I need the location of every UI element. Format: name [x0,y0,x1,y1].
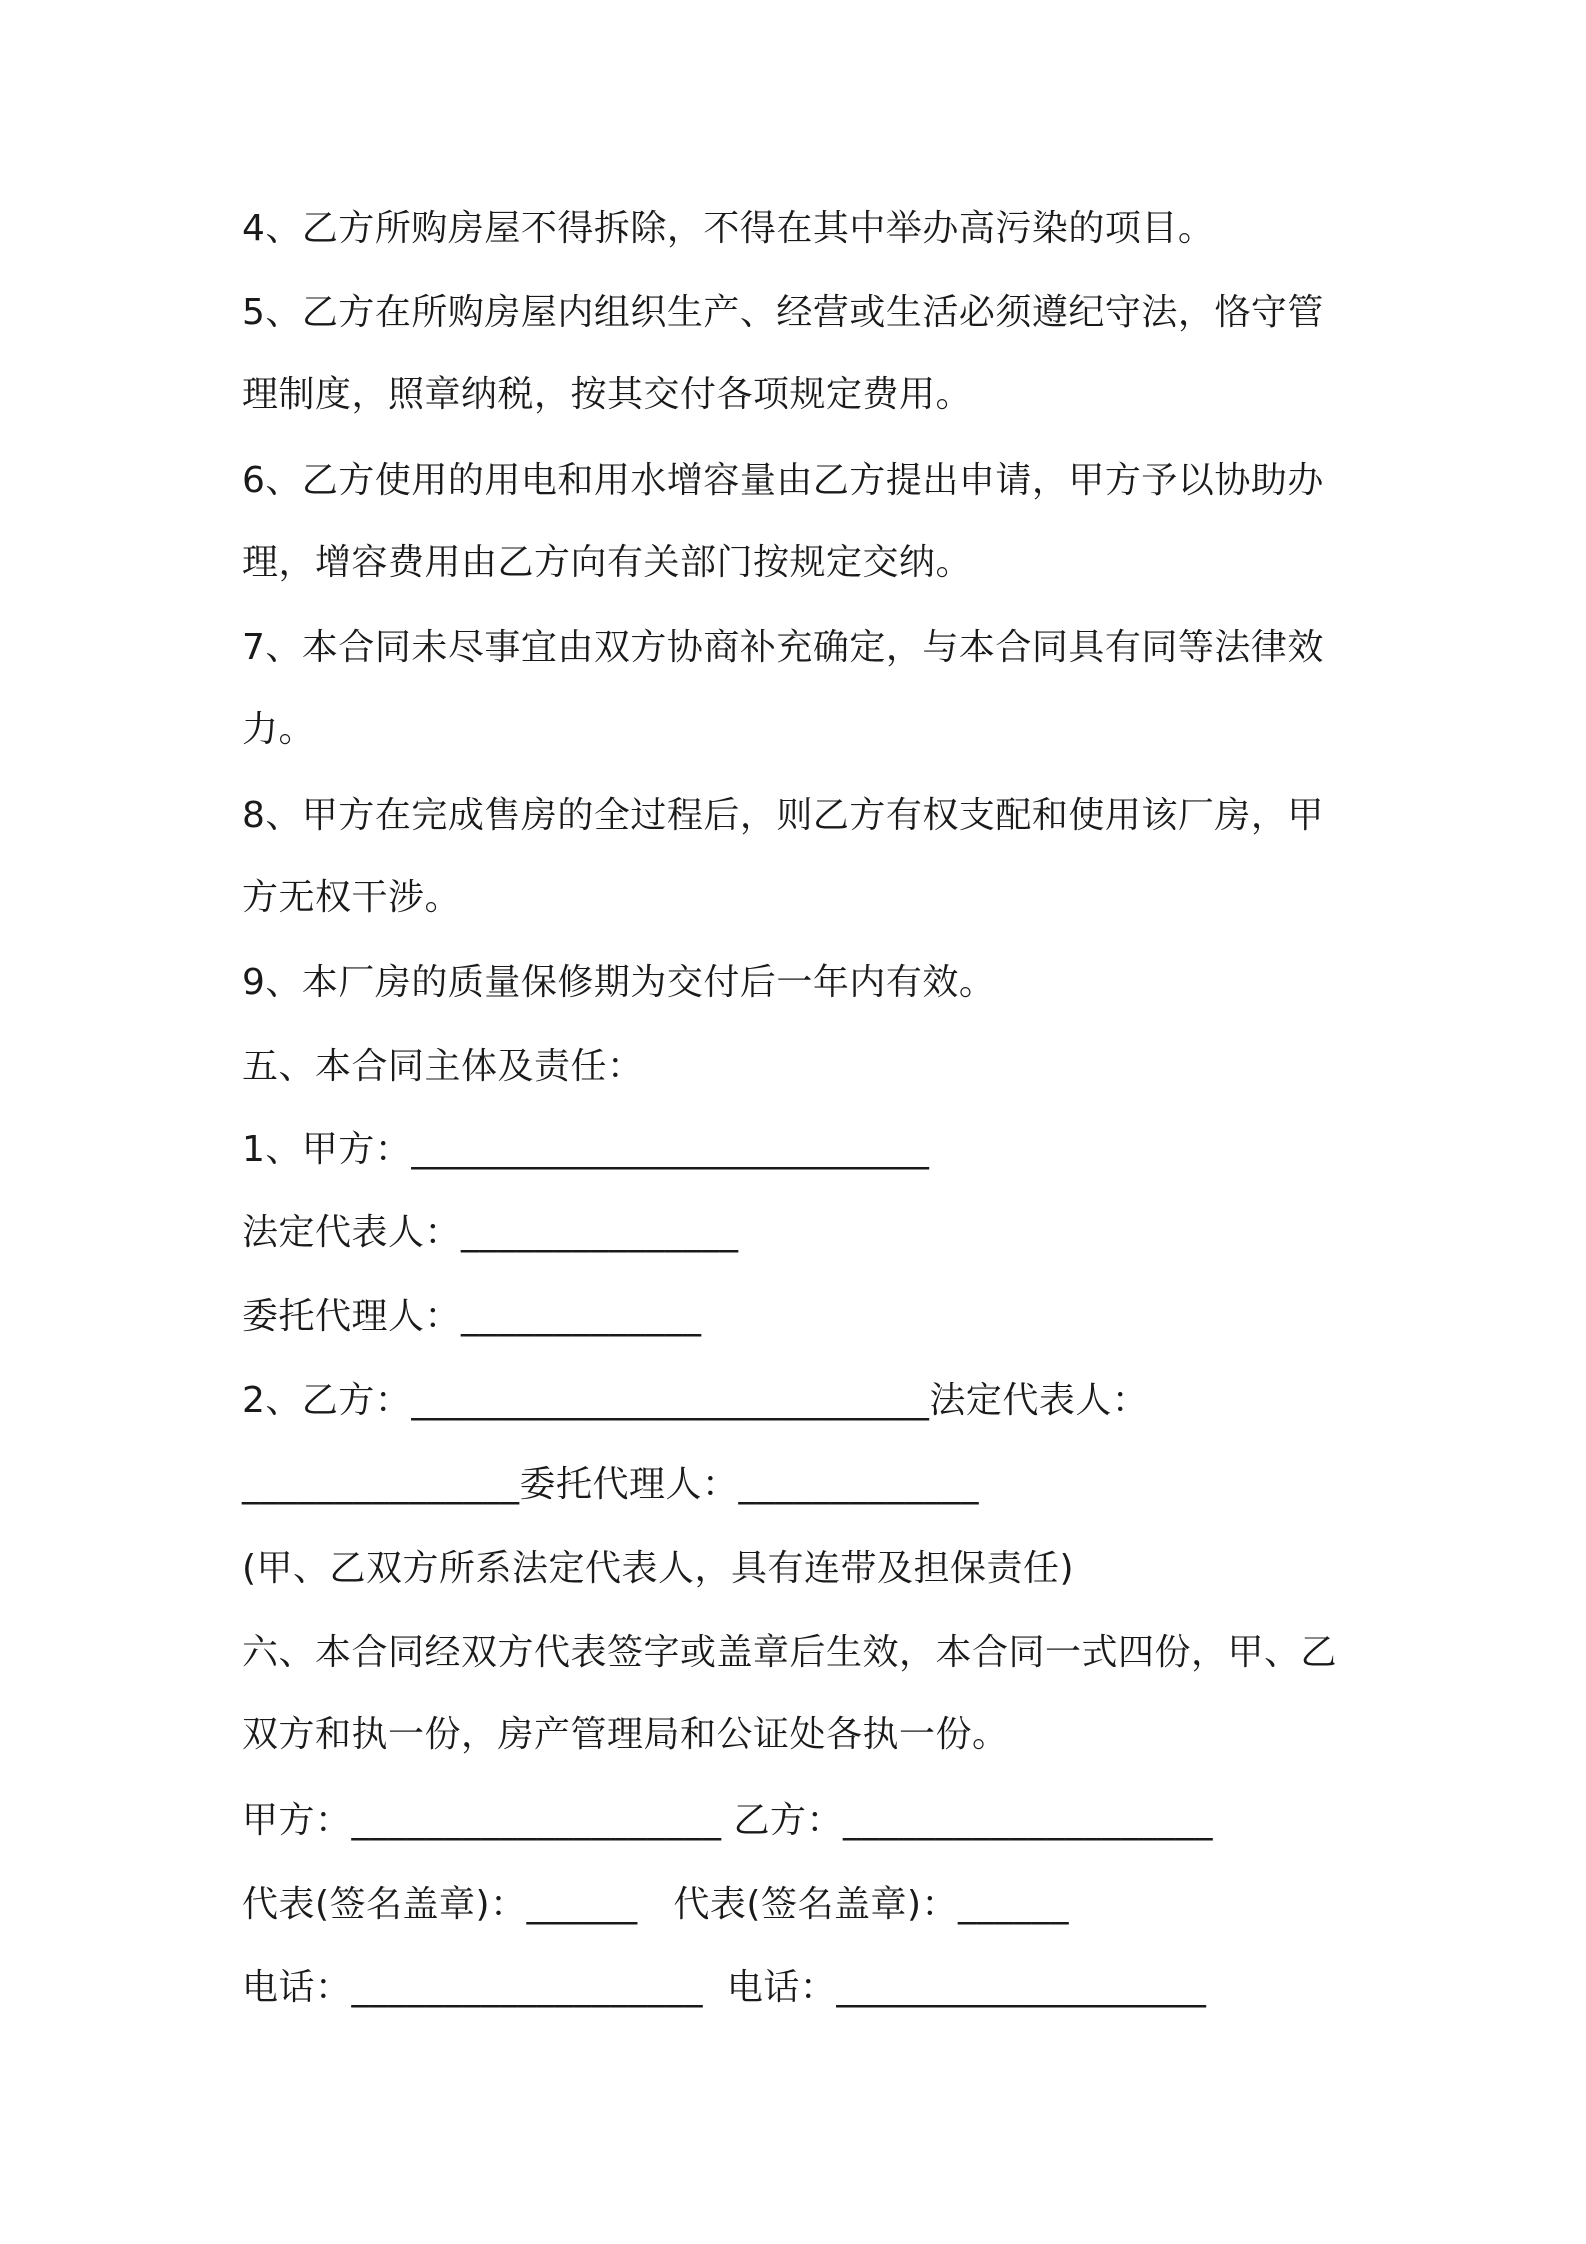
clause-8-line-2: 方无权干涉。 [242,877,462,918]
clause-5-line-2: 理制度，照章纳税，按其交付各项规定费用。 [242,374,973,415]
clause-9: 9、本厂房的质量保修期为交付后一年内有效。 [242,962,996,1003]
clause-4: 4、乙方所购房屋不得拆除，不得在其中举办高污染的项目。 [242,208,1215,249]
clause-7-line-2: 力。 [242,709,316,750]
party-a-legal-rep: 法定代表人：_______________ [242,1212,739,1253]
party-b-line: 2、乙方：____________________________法定代表人： [242,1380,1149,1421]
party-a-line: 1、甲方：____________________________ [242,1129,930,1170]
party-a-agent: 委托代理人：_____________ [242,1296,702,1337]
signature-phone-line: 电话：___________________ 电话：____________________ [242,1967,1207,2008]
party-b-legal-rep-agent: _______________委托代理人：_____________ [242,1464,980,1505]
signature-representatives-line: 代表(签名盖章)：______ 代表(签名盖章)：______ [242,1884,1070,1925]
joint-liability-note: (甲、乙双方所系法定代表人，具有连带及担保责任) [242,1548,1075,1589]
clause-5-line-1: 5、乙方在所购房屋内组织生产、经营或生活必须遵纪守法，恪守管 [242,292,1324,333]
signature-parties-line: 甲方：____________________ 乙方：____________________ [242,1800,1213,1841]
clause-6-line-1: 6、乙方使用的用电和用水增容量由乙方提出申请，甲方予以协助办 [242,460,1324,501]
clause-7-line-1: 7、本合同未尽事宜由双方协商补充确定，与本合同具有同等法律效 [242,627,1324,668]
section-6-line-2: 双方和执一份，房产管理局和公证处各执一份。 [242,1714,1009,1755]
section-6-line-1: 六、本合同经双方代表签字或盖章后生效，本合同一式四份，甲、乙 [242,1632,1338,1673]
clause-8-line-1: 8、甲方在完成售房的全过程后，则乙方有权支配和使用该厂房，甲 [242,795,1324,836]
section-5-heading: 五、本合同主体及责任： [242,1046,644,1087]
clause-6-line-2: 理，增容费用由乙方向有关部门按规定交纳。 [242,542,973,583]
